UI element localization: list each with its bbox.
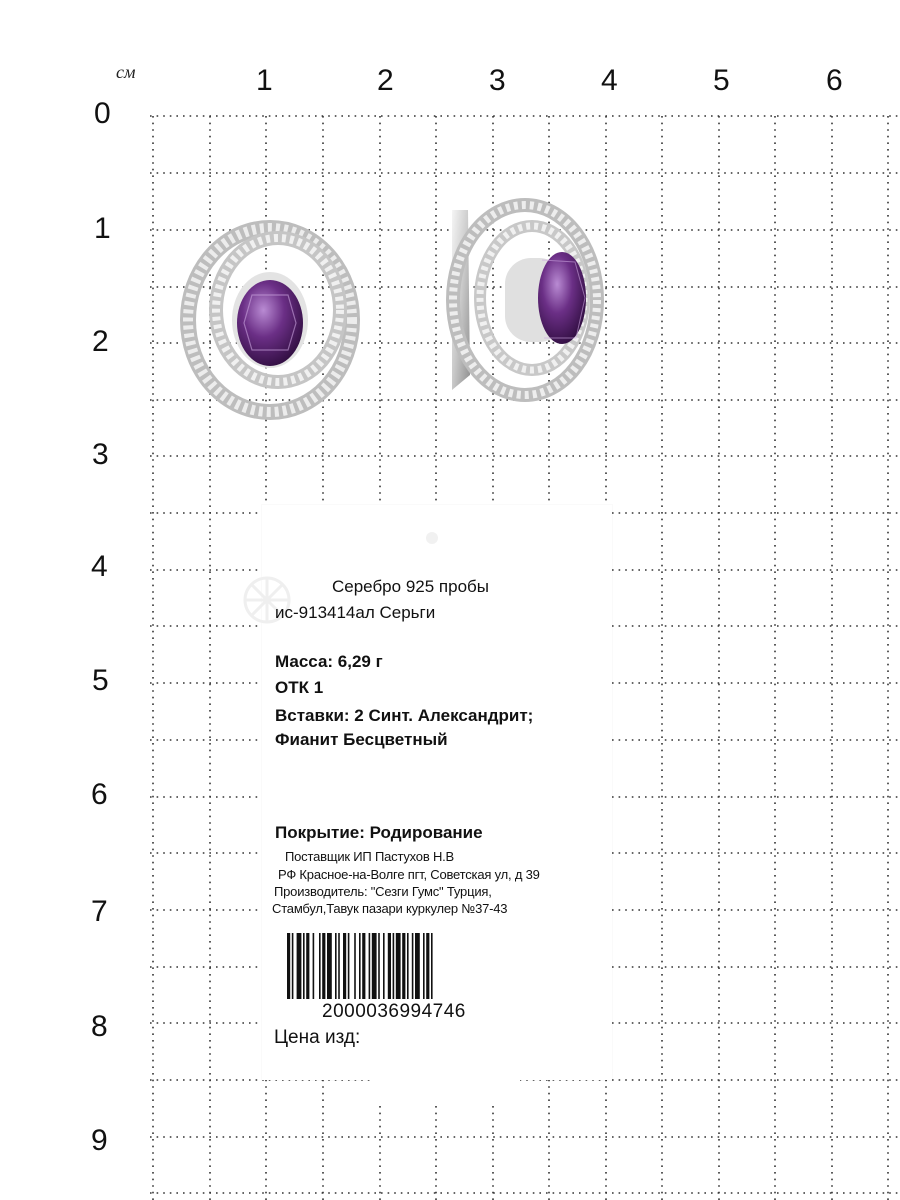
price-tag-tab bbox=[370, 1072, 520, 1102]
earrings-photo bbox=[170, 190, 610, 430]
barcode-bar bbox=[431, 933, 433, 999]
barcode-number: 2000036994746 bbox=[322, 1001, 466, 1022]
barcode-bar bbox=[393, 933, 395, 999]
right-earring bbox=[452, 205, 597, 395]
barcode-bar bbox=[303, 933, 305, 999]
y-label-9: 9 bbox=[91, 1124, 108, 1157]
barcode-bar bbox=[423, 933, 425, 999]
y-label-6: 6 bbox=[91, 778, 108, 811]
y-label-3: 3 bbox=[92, 438, 109, 471]
barcode-bar bbox=[322, 933, 325, 999]
barcode-bar bbox=[297, 933, 302, 999]
barcode-bar bbox=[306, 933, 309, 999]
x-label-5: 5 bbox=[713, 64, 730, 97]
x-label-6: 6 bbox=[826, 64, 843, 97]
tag-supplier: Поставщик ИП Пастухов Н.В bbox=[285, 849, 455, 864]
left-earring bbox=[188, 228, 352, 412]
barcode-icon bbox=[287, 933, 572, 999]
x-label-2: 2 bbox=[377, 64, 394, 97]
barcode-bar bbox=[402, 933, 405, 999]
watermark-logo-icon bbox=[232, 565, 672, 635]
tag-producer: Производитель: "Сезги Гумс" Турция, bbox=[274, 884, 492, 899]
barcode-bar bbox=[415, 933, 420, 999]
barcode-bar bbox=[319, 933, 321, 999]
tag-inserts-continued: Фианит Бесцветный bbox=[275, 730, 448, 749]
barcode-bar bbox=[378, 933, 380, 999]
y-label-2: 2 bbox=[92, 325, 109, 358]
y-label-4: 4 bbox=[91, 550, 108, 583]
y-label-7: 7 bbox=[91, 895, 108, 928]
tag-producer-address: Стамбул,Тавук пазари куркулер №37-43 bbox=[272, 901, 508, 916]
barcode-bar bbox=[372, 933, 377, 999]
barcode-bar bbox=[335, 933, 337, 999]
y-label-8: 8 bbox=[91, 1010, 108, 1043]
x-label-4: 4 bbox=[601, 64, 618, 97]
tag-material: Серебро 925 пробы bbox=[332, 577, 489, 596]
barcode-bar bbox=[354, 933, 356, 999]
unit-label: см bbox=[116, 62, 136, 82]
barcode-bar bbox=[313, 933, 315, 999]
barcode-bar bbox=[412, 933, 414, 999]
barcode-bar bbox=[292, 933, 294, 999]
tag-inserts: Вставки: 2 Синт. Александрит; bbox=[275, 706, 534, 725]
barcode-bar bbox=[396, 933, 401, 999]
barcode-bar bbox=[348, 933, 350, 999]
tag-article: ис-913414ал Серьги bbox=[275, 603, 436, 622]
tag-otk: ОТК 1 bbox=[275, 678, 324, 697]
tag-mass: Масса: 6,29 г bbox=[275, 652, 383, 671]
barcode-bar bbox=[388, 933, 391, 999]
barcode-bar bbox=[287, 933, 290, 999]
y-label-1: 1 bbox=[94, 212, 111, 245]
price-label: Цена изд: bbox=[274, 1027, 361, 1048]
barcode-bar bbox=[407, 933, 409, 999]
tag-hole bbox=[426, 532, 438, 544]
barcode-bar bbox=[343, 933, 346, 999]
x-label-3: 3 bbox=[489, 64, 506, 97]
barcode-bar bbox=[426, 933, 429, 999]
y-label-0: 0 bbox=[94, 97, 111, 130]
barcode-bar bbox=[383, 933, 385, 999]
barcode-bar bbox=[369, 933, 371, 999]
barcode-bar bbox=[338, 933, 340, 999]
tag-coating: Покрытие: Родирование bbox=[275, 823, 483, 842]
barcode-bar bbox=[359, 933, 361, 999]
y-label-5: 5 bbox=[92, 664, 109, 697]
tag-address: РФ Красное-на-Волге пгт, Советская ул, д 39 bbox=[278, 867, 540, 882]
barcode-bar bbox=[327, 933, 332, 999]
barcode-bar bbox=[362, 933, 365, 999]
x-label-1: 1 bbox=[256, 64, 273, 97]
